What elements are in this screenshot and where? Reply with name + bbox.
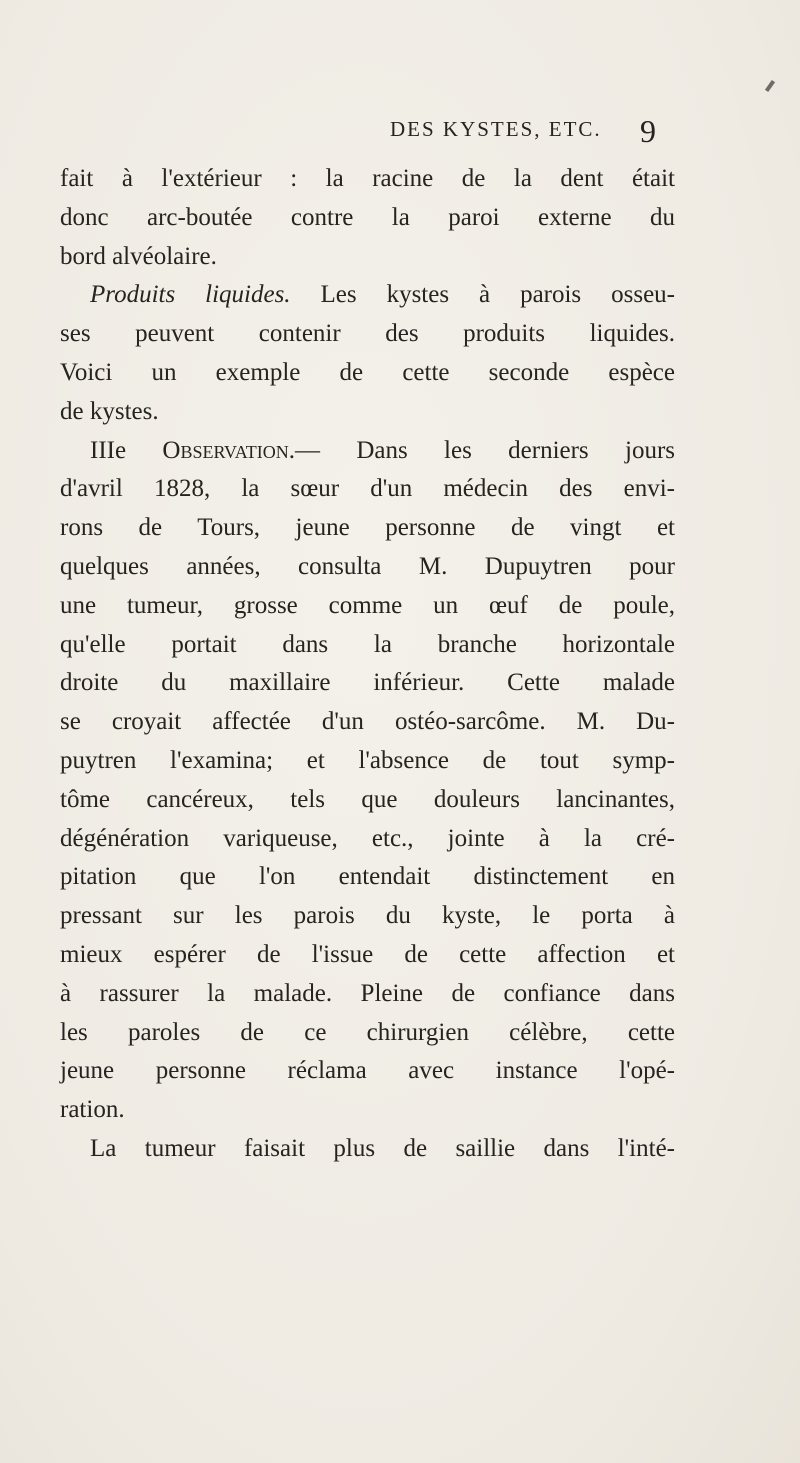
text-line: les paroles de ce chirurgien célèbre, cette <box>60 1018 675 1046</box>
text-line: jeune personne réclama avec instance l'opé- <box>60 1057 675 1085</box>
text-run: Les kystes à parois osseu- <box>290 281 675 309</box>
text-line: rons de Tours, jeune personne de vingt et <box>60 514 675 542</box>
text-line: tôme cancéreux, tels que douleurs lancinantes, <box>60 785 675 813</box>
text-line: une tumeur, grosse comme un œuf de poule, <box>60 591 675 619</box>
text-line: de kystes. <box>60 397 159 425</box>
text-line: Voici un exemple de cette seconde espèce <box>60 358 675 386</box>
text-line: ses peuvent contenir des produits liquides. <box>60 320 675 348</box>
page-header <box>60 113 660 157</box>
text-line: puytren l'examina; et l'absence de tout symp- <box>60 746 675 774</box>
text-line: fait à l'extérieur : la racine de la dent était <box>60 165 675 192</box>
body-text <box>60 160 675 1169</box>
section-heading-produits-liquides: Produits liquides. <box>90 281 291 309</box>
text-line: quelques années, consulta M. Dupuytren pour <box>60 552 675 580</box>
ink-speck <box>765 80 775 92</box>
observation-number: IIIe <box>90 436 163 464</box>
text-line: bord alvéolaire. <box>60 242 217 270</box>
text-line: d'avril 1828, la sœur d'un médecin des envi- <box>60 475 675 503</box>
text-line: La tumeur faisait plus de saillie dans l'inté- <box>90 1134 675 1162</box>
page-number: 9 <box>640 113 656 149</box>
text-line: dégénération variqueuse, etc., jointe à la cré- <box>60 824 675 852</box>
text-line: qu'elle portait dans la branche horizontale <box>60 630 675 658</box>
text-line: mieux espérer de l'issue de cette affection et <box>60 940 675 968</box>
text-line: donc arc-boutée contre la paroi externe du <box>60 203 675 231</box>
text-line: à rassurer la malade. Pleine de confiance dans <box>60 979 675 1007</box>
text-line: se croyait affectée d'un ostéo-sarcôme. M. Du- <box>60 708 675 736</box>
text-line: droite du maxillaire inférieur. Cette malade <box>60 669 675 697</box>
text-line: pressant sur les parois du kyste, le porta à <box>60 902 675 930</box>
running-head: DES KYSTES, ETC. <box>390 117 602 141</box>
text-line: pitation que l'on entendait distinctement en <box>60 863 675 891</box>
text-line: ration. <box>60 1096 125 1124</box>
observation-label: Observation. <box>162 436 295 464</box>
text-line-observation-heading <box>60 432 675 471</box>
text-run: — Dans les derniers jours <box>294 436 676 464</box>
text-line-section-heading <box>60 276 675 315</box>
